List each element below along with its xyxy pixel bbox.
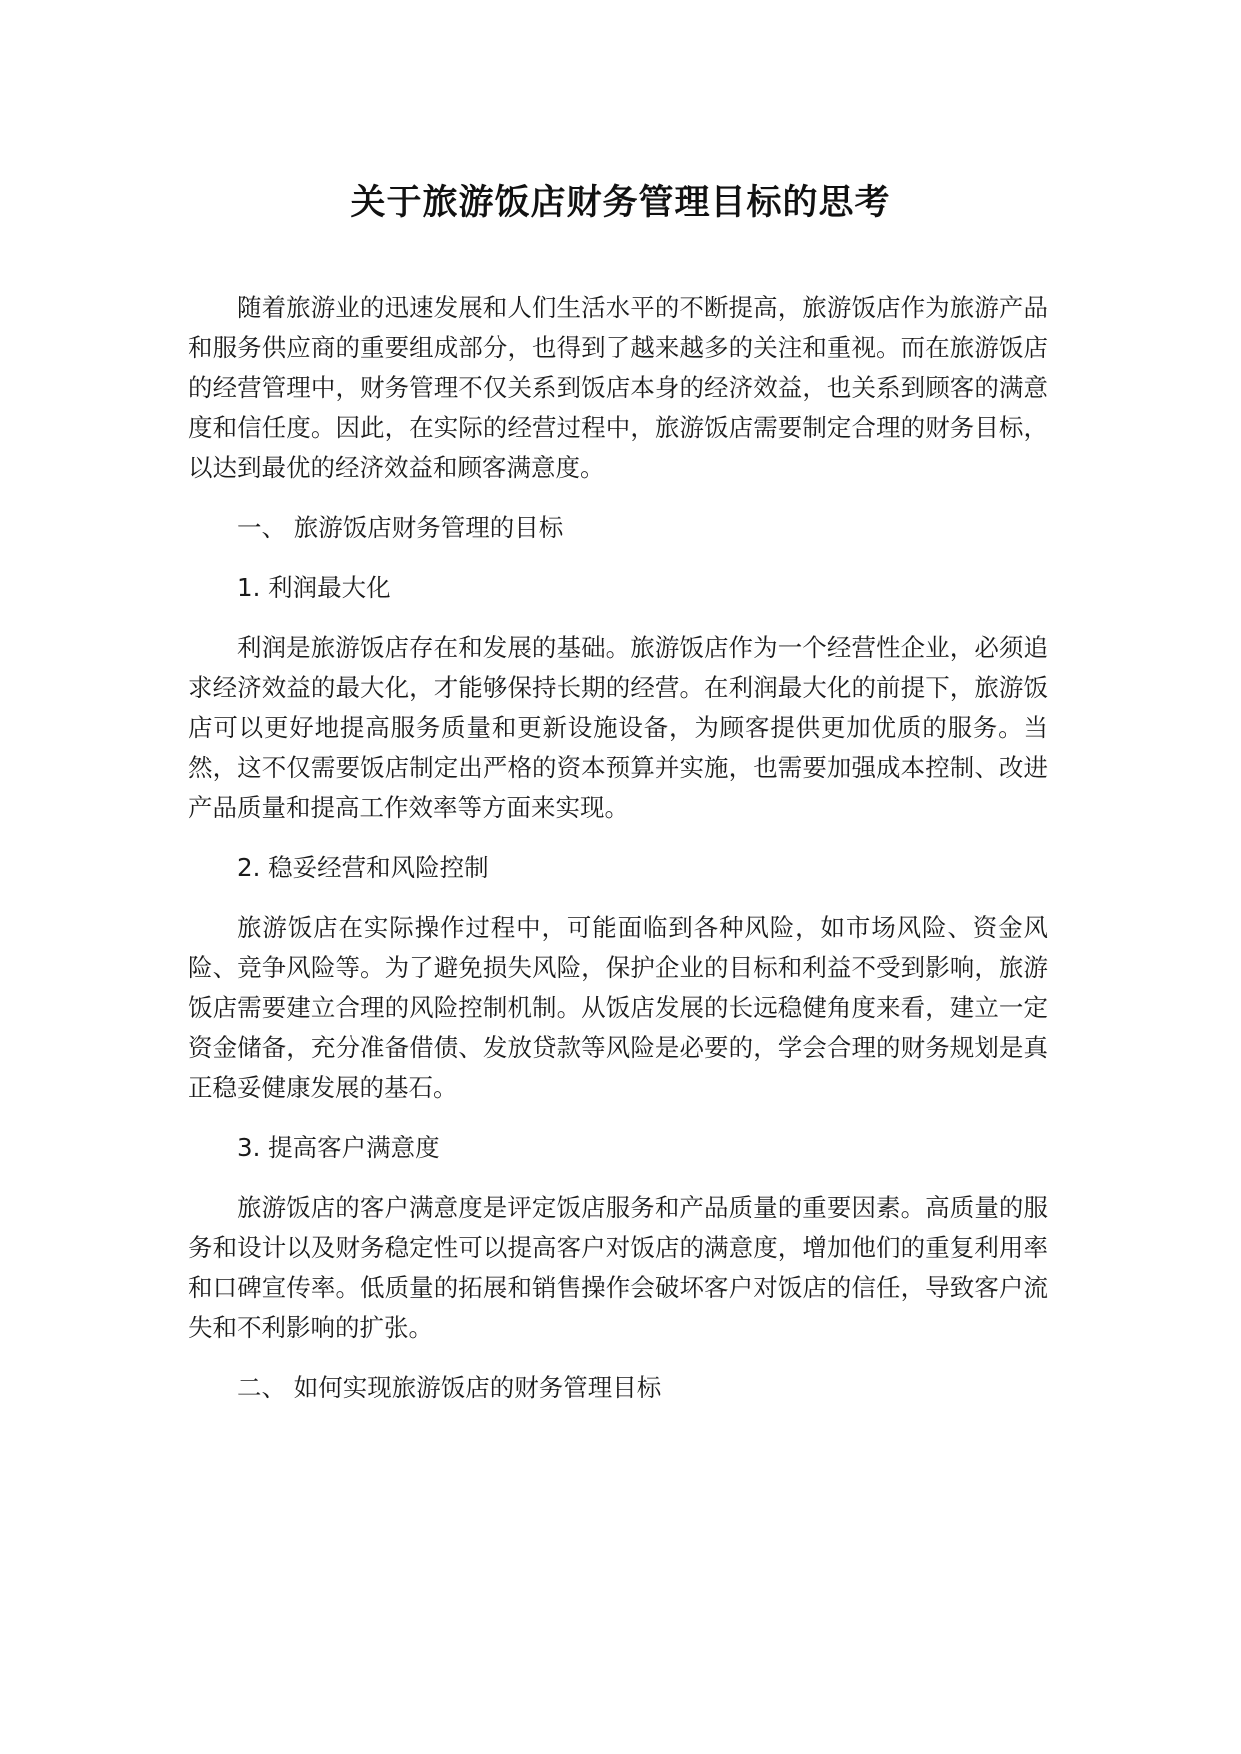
subsection-paragraph-3: 旅游饭店的客户满意度是评定饭店服务和产品质量的重要因素。高质量的服务和设计以及财务稳定性可以提高客户对饭店的满意度，增加他们的重复利用率和口碑宣传率。低质量的拓展和销售操作会破坏客户对饭店的信任，导致客户流失和不利影响的扩张。 xyxy=(188,1193,1048,1342)
intro-paragraph: 随着旅游业的迅速发展和人们生活水平的不断提高，旅游饭店作为旅游产品和服务供应商的重要组成部分，也得到了越来越多的关注和重视。而在旅游饭店的经营管理中，财务管理不仅关系到饭店本身的经济效益，也关系到顾客的满意度和信任度。因此，在实际的经营过程中，旅游饭店需要制定合理的财务目标，以达到最优的经济效益和顾客满意度。 xyxy=(188,293,1048,482)
section-heading-1: 一、 旅游饭店财务管理的目标 xyxy=(237,513,564,542)
subsection-paragraph-2: 旅游饭店在实际操作过程中，可能面临到各种风险，如市场风险、资金风险、竞争风险等。为了避免损失风险，保护企业的目标和利益不受到影响，旅游饭店需要建立合理的风险控制机制。从饭店发展的长远稳健角度来看，建立一定资金储备，充分准备借债、发放贷款等风险是必要的，学会合理的财务规划是真正稳妥健康发展的基石。 xyxy=(188,913,1048,1102)
subsection-heading-2: 2. 稳妥经营和风险控制 xyxy=(237,853,489,882)
section-heading-2: 二、 如何实现旅游饭店的财务管理目标 xyxy=(237,1373,662,1402)
subsection-paragraph-1: 利润是旅游饭店存在和发展的基础。旅游饭店作为一个经营性企业，必须追求经济效益的最大化，才能够保持长期的经营。在利润最大化的前提下，旅游饭店可以更好地提高服务质量和更新设施设备，为顾客提供更加优质的服务。当然，这不仅需要饭店制定出严格的资本预算并实施，也需要加强成本控制、改进产品质量和提高工作效率等方面来实现。 xyxy=(188,633,1048,822)
subsection-heading-1: 1. 利润最大化 xyxy=(237,573,391,602)
document-title: 关于旅游饭店财务管理目标的思考 xyxy=(350,183,891,223)
document-body xyxy=(188,288,1048,1428)
subsection-heading-3: 3. 提高客户满意度 xyxy=(237,1133,440,1162)
